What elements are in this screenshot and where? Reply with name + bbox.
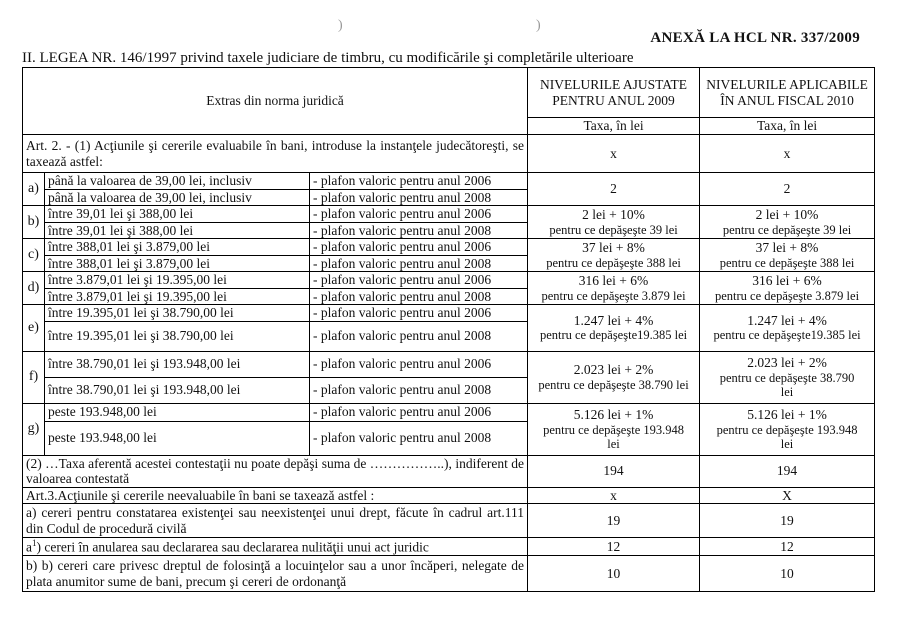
bracket-v2010-line: 5.126 lei + 1% (747, 407, 827, 422)
bracket-v2009-line: 5.126 lei + 1% (573, 407, 654, 422)
art3a-v2010: 19 (700, 504, 875, 538)
bracket-v2009-line: pentru ce depăşeşte 38.790 lei (538, 377, 689, 392)
bracket-ceiling: - plafon valoric pentru anul 2006 (310, 305, 528, 322)
art3a1-text (23, 538, 528, 556)
bracket-ceiling: - plafon valoric pentru anul 2008 (310, 222, 528, 239)
bracket-ceiling: - plafon valoric pentru anul 2006 (310, 351, 528, 377)
art3a-text: a) cereri pentru constatarea existenţei sau neexistenţei unui drept, făcute în cadrul art.111 din Codul de procedură civilă (23, 504, 528, 538)
bracket-range: între 388,01 lei şi 3.879,00 lei (45, 239, 310, 256)
bracket-v2009-line: pentru ce depăşeşte 388 lei (546, 255, 681, 270)
art3a-v2009: 19 (528, 504, 700, 538)
art2-text: Art. 2. - (1) Acţiunile şi cererile evaluabile în bani, introduse la instanţele judecătoreşti, se taxează astfel: (23, 135, 528, 173)
bracket-v2010 (700, 305, 875, 352)
bracket-v2010 (700, 206, 875, 239)
bracket-v2010-line: pentru ce depăşeşte 38.790 (719, 370, 855, 385)
bracket-v2010-line: 1.247 lei + 4% (747, 312, 827, 328)
art3b-v2010: 10 (700, 556, 875, 592)
scan-mark: ) (536, 18, 541, 33)
bracket-ceiling: - plafon valoric pentru anul 2008 (310, 189, 528, 206)
bracket-row (23, 272, 875, 289)
bracket-letter: c) (23, 239, 45, 272)
bracket-v2010-line: pentru ce depăşeşte19.385 lei (713, 328, 861, 343)
bracket-v2010 (700, 351, 875, 403)
bracket-range: între 388,01 lei şi 3.879,00 lei (45, 255, 310, 272)
bracket-v2010-line: pentru ce depăşeşte 39 lei (722, 222, 852, 237)
art3a1-v2010: 12 (700, 538, 875, 556)
bracket-range: până la valoarea de 39,00 lei, inclusiv (45, 189, 310, 206)
bracket-v2010-line: pentru ce depăşeşte 193.948 (716, 422, 858, 437)
art3-v2010: X (700, 487, 875, 504)
col-header-extract: Extras din norma juridică (23, 68, 528, 135)
bracket-row (23, 173, 875, 190)
bracket-v2009-line: pentru ce depăşeşte 193.948 (543, 422, 684, 437)
bracket-v2009 (528, 173, 700, 206)
bracket-ceiling: - plafon valoric pentru anul 2006 (310, 239, 528, 256)
art2-v2010: x (700, 135, 875, 173)
bracket-ceiling: - plafon valoric pentru anul 2008 (310, 321, 528, 351)
bracket-v2009-line: 2 (610, 181, 617, 197)
art3a1-v2009: 12 (528, 538, 700, 556)
bracket-letter: f) (23, 351, 45, 403)
bracket-range: între 3.879,01 lei şi 19.395,00 lei (45, 288, 310, 305)
bracket-v2009-line: 1.247 lei + 4% (573, 312, 654, 328)
bracket-v2009 (528, 206, 700, 239)
col-header-2010: NIVELURILE APLICABILE ÎN ANUL FISCAL 2010 (700, 68, 875, 118)
bracket-range: între 19.395,01 lei şi 38.790,00 lei (45, 321, 310, 351)
bracket-v2010 (700, 403, 875, 455)
bracket-range: peste 193.948,00 lei (45, 403, 310, 421)
bracket-v2010-line: pentru ce depăşeşte 388 lei (719, 255, 855, 270)
bracket-ceiling: - plafon valoric pentru anul 2006 (310, 272, 528, 289)
col-header-2009: NIVELURILE AJUSTATE PENTRU ANUL 2009 (528, 68, 700, 118)
art3b-v2009: 10 (528, 556, 700, 592)
bracket-v2009-line: 37 lei + 8% (582, 240, 645, 256)
art3a1-prefix: a (26, 539, 32, 555)
header-row (23, 68, 875, 118)
art2-row (23, 135, 875, 173)
art2-v2009: x (528, 135, 700, 173)
bracket-v2010-line: 316 lei + 6% (752, 273, 822, 289)
bracket-letter: g) (23, 403, 45, 455)
bracket-range: între 3.879,01 lei şi 19.395,00 lei (45, 272, 310, 289)
bracket-row (23, 403, 875, 421)
bracket-range: între 39,01 lei şi 388,00 lei (45, 206, 310, 223)
bracket-ceiling: - plafon valoric pentru anul 2008 (310, 377, 528, 403)
bracket-range: între 38.790,01 lei şi 193.948,00 lei (45, 351, 310, 377)
bracket-ceiling: - plafon valoric pentru anul 2006 (310, 403, 528, 421)
bracket-row (23, 239, 875, 256)
bracket-range: până la valoarea de 39,00 lei, inclusiv (45, 173, 310, 190)
bracket-v2010-line: 2 (783, 181, 791, 197)
bracket-v2009 (528, 305, 700, 352)
bracket-letter: e) (23, 305, 45, 352)
law-title: II. LEGEA NR. 146/1997 privind taxele judiciare de timbru, cu modificările şi completările ulterioare (22, 50, 634, 66)
bracket-v2009-line: 2.023 lei + 2% (573, 362, 654, 378)
bracket-range: între 38.790,01 lei şi 193.948,00 lei (45, 377, 310, 403)
tax-table (22, 67, 875, 592)
table-row (23, 487, 875, 504)
annex-title: ANEXĂ LA HCL NR. 337/2009 (650, 30, 860, 46)
table-row (23, 538, 875, 556)
table-row (23, 556, 875, 592)
bracket-v2009-line: pentru ce depăşeşte 39 lei (549, 222, 678, 237)
bracket-v2009-line: pentru ce depăşeşte 3.879 lei (541, 288, 686, 303)
bracket-letter: a) (23, 173, 45, 206)
bracket-v2009-line: 316 lei + 6% (578, 273, 649, 289)
art3a1-rest: ) cereri în anularea sau declararea sau declararea nulităţii unui act juridic (36, 539, 429, 555)
bracket-ceiling: - plafon valoric pentru anul 2006 (310, 173, 528, 190)
bracket-v2010 (700, 239, 875, 272)
table-row (23, 455, 875, 487)
contest-v2009: 194 (528, 455, 700, 487)
tax-unit-2010: Taxa, în lei (700, 118, 875, 135)
bracket-v2010-line: lei (780, 436, 794, 451)
bracket-range: peste 193.948,00 lei (45, 421, 310, 455)
bracket-v2009-line: lei (607, 436, 620, 451)
table-row (23, 504, 875, 538)
bracket-ceiling: - plafon valoric pentru anul 2006 (310, 206, 528, 223)
bracket-ceiling: - plafon valoric pentru anul 2008 (310, 288, 528, 305)
bracket-v2010-line: pentru ce depăşeşte 3.879 lei (715, 288, 860, 303)
bracket-v2010 (700, 173, 875, 206)
bracket-v2009 (528, 351, 700, 403)
brackets-body (23, 173, 875, 456)
bracket-row (23, 351, 875, 377)
bracket-v2010-line: 37 lei + 8% (755, 240, 819, 256)
bracket-v2010-line: lei (780, 384, 794, 399)
bracket-v2009 (528, 272, 700, 305)
bracket-v2010-line: 2.023 lei + 2% (747, 355, 827, 370)
bracket-ceiling: - plafon valoric pentru anul 2008 (310, 255, 528, 272)
bracket-v2009-line: pentru ce depăşeşte19.385 lei (539, 328, 688, 343)
art3-text: Art.3.Acţiunile şi cererile neevaluabile în bani se taxează astfel : (23, 487, 528, 504)
bracket-v2009-line: 2 lei + 10% (582, 207, 645, 223)
bracket-letter: d) (23, 272, 45, 305)
bracket-row (23, 206, 875, 223)
bracket-letter: b) (23, 206, 45, 239)
art3-v2009: x (528, 487, 700, 504)
bracket-row (23, 305, 875, 322)
bracket-v2010 (700, 272, 875, 305)
bracket-v2009 (528, 403, 700, 455)
bracket-v2009 (528, 239, 700, 272)
contest-text: (2) …Taxa aferentă acestei contestaţii nu poate depăşi suma de ……………..), indiferent de valoarea contestată (23, 455, 528, 487)
bracket-v2010-line: 2 lei + 10% (755, 207, 819, 223)
art3b-text: b) b) cereri care privesc dreptul de folosinţă a locuinţelor sau a unor încăperi, nelegate de plata anumitor sume de bani, precum şi cereri de ordonanţă (23, 556, 528, 592)
bracket-range: între 19.395,01 lei şi 38.790,00 lei (45, 305, 310, 322)
scan-mark: ) (338, 18, 343, 33)
contest-v2010: 194 (700, 455, 875, 487)
bracket-ceiling: - plafon valoric pentru anul 2008 (310, 421, 528, 455)
bracket-range: între 39,01 lei şi 388,00 lei (45, 222, 310, 239)
art3a1-sup: 1 (32, 538, 37, 549)
tax-unit-2009: Taxa, în lei (528, 118, 700, 135)
